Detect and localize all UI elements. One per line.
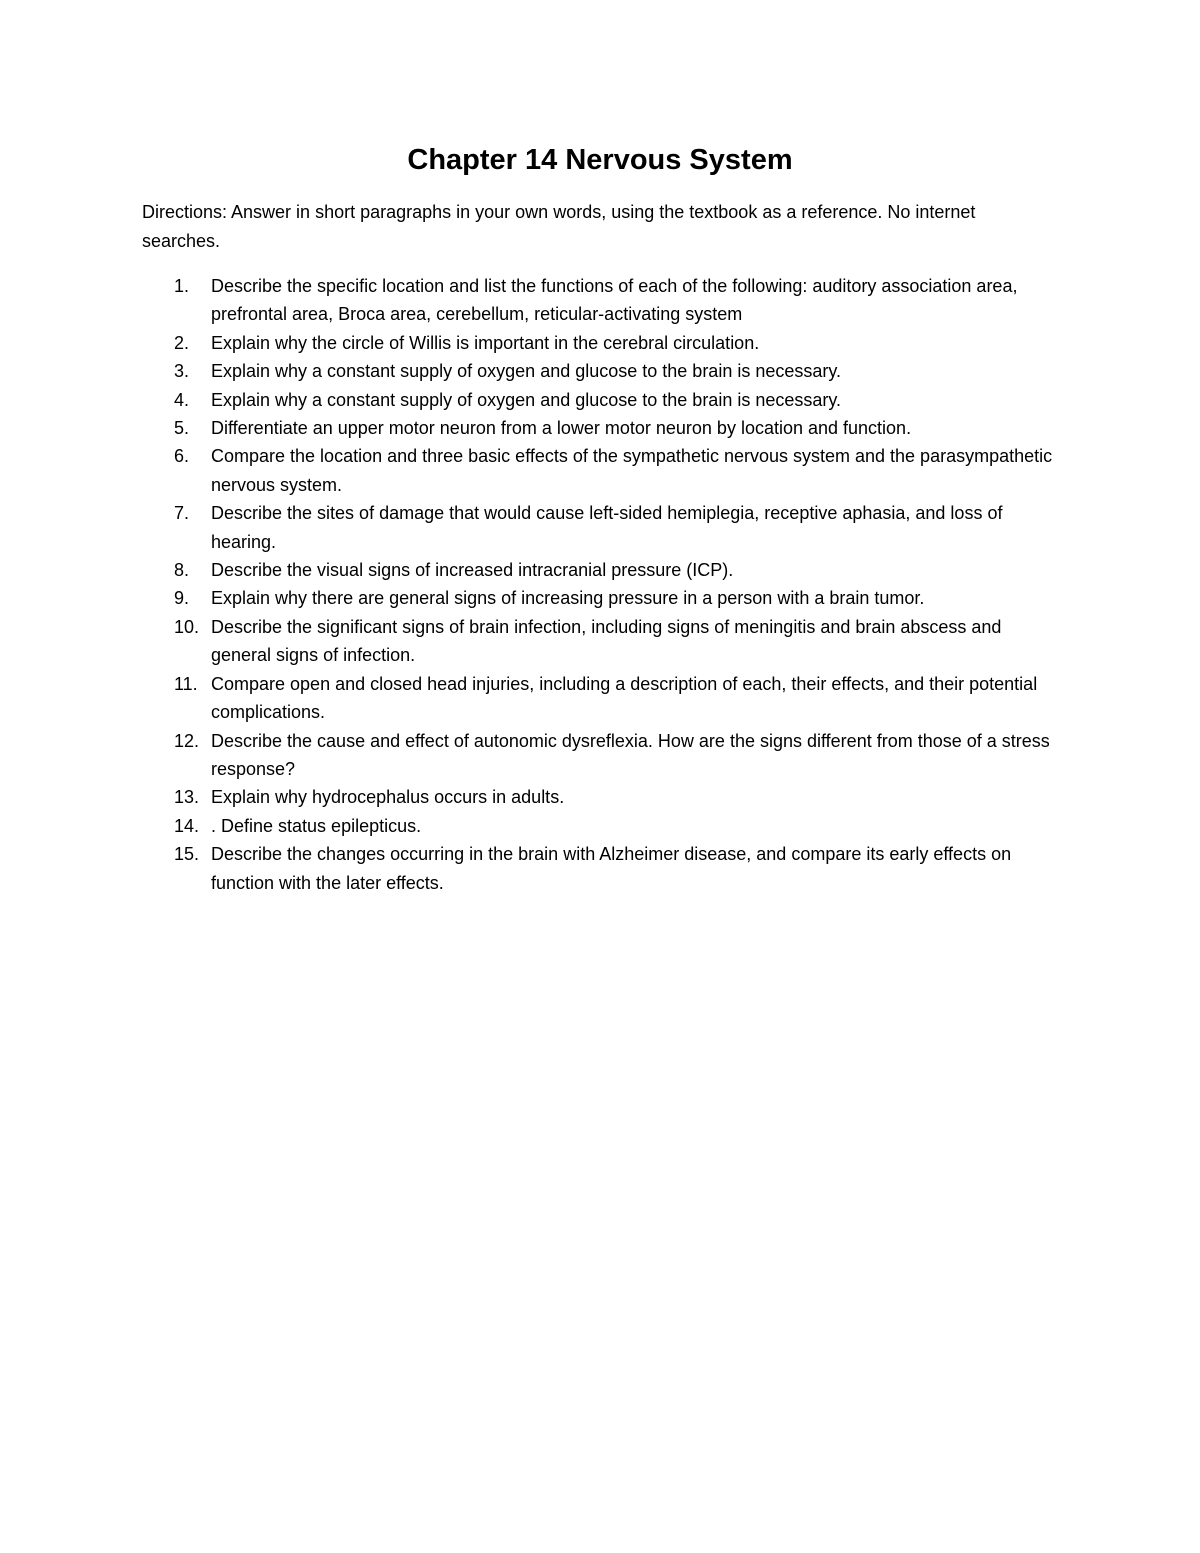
list-item-number: 13. [174,787,200,808]
list-item-number-cell [142,670,211,727]
list-item-number-cell [142,414,211,442]
list-item [142,272,1062,329]
list-item [142,499,1062,556]
list-item [142,584,1062,612]
list-item-text: Compare the location and three basic effects of the sympathetic nervous system and the parasympathetic nervous system. [211,446,1053,495]
list-item-text: Explain why a constant supply of oxygen and glucose to the brain is necessary. [211,389,842,410]
list-item-text: Explain why hydrocephalus occurs in adults. [211,787,565,808]
directions-text: Directions: Answer in short paragraphs in your own words, using the textbook as a reference. No internet searches. [142,202,976,251]
list-item [142,329,1062,357]
list-item-text: Describe the changes occurring in the brain with Alzheimer disease, and compare its early effects on function with the later effects. [211,844,1012,893]
list-item [142,613,1062,670]
list-item-number-cell [142,812,211,840]
question-list [142,272,1062,897]
list-item-number: 15. [174,844,200,865]
list-item [142,414,1062,442]
list-item-number: 7. [174,503,190,524]
list-item [142,670,1062,727]
list-item-number: 6. [174,446,190,467]
list-item [142,442,1062,499]
list-item-number-cell [142,556,211,584]
list-item [142,386,1062,414]
list-item-number: 8. [174,560,190,581]
list-item-number-cell [142,386,211,414]
list-item [142,840,1062,897]
list-item-number-cell [142,357,211,385]
list-item-number: 5. [174,418,190,439]
list-item [142,727,1062,784]
list-item-text: Explain why the circle of Willis is important in the cerebral circulation. [211,332,760,353]
list-item-text: . Define status epilepticus. [211,815,422,836]
list-item-number-cell [142,613,211,670]
list-item-number-cell [142,442,211,499]
list-item-number: 3. [174,361,190,382]
list-item-number: 12. [174,730,200,751]
list-item [142,556,1062,584]
list-item-text: Describe the specific location and list the functions of each of the following: auditory association area, prefrontal area, Broca area, cerebellum, reticular-activating system [211,276,1018,325]
list-item [142,357,1062,385]
list-item-text: Describe the sites of damage that would cause left-sided hemiplegia, receptive aphasia, and loss of hearing. [211,503,1003,552]
list-item-text: Explain why there are general signs of increasing pressure in a person with a brain tumor. [211,588,925,609]
list-item-number: 4. [174,389,190,410]
list-item-text: Explain why a constant supply of oxygen and glucose to the brain is necessary. [211,361,842,382]
list-item [142,783,1062,811]
list-item-text: Describe the visual signs of increased intracranial pressure (ICP). [211,560,734,581]
list-item-text: Differentiate an upper motor neuron from a lower motor neuron by location and function. [211,418,912,439]
list-item-number-cell [142,783,211,811]
list-item-number: 2. [174,332,190,353]
list-item-text: Describe the cause and effect of autonomic dysreflexia. How are the signs different from those of a stress response? [211,730,1050,779]
list-item-number: 14. [174,815,200,836]
list-item-number: 11. [174,673,198,694]
list-item-number-cell [142,727,211,784]
list-item-text: Describe the significant signs of brain infection, including signs of meningitis and brain abscess and general signs of infection. [211,616,1002,666]
list-item-number-cell [142,584,211,612]
list-item-number-cell [142,499,211,556]
page-title: Chapter 14 Nervous System [407,144,793,176]
list-item-number-cell [142,272,211,329]
list-item-number-cell [142,329,211,357]
list-item-number: 1. [174,276,190,296]
list-item-text: Compare open and closed head injuries, including a description of each, their effects, and their potential complications. [211,673,1038,723]
list-item [142,812,1062,840]
list-item-number: 10. [174,616,200,637]
list-item-number: 9. [174,588,190,609]
list-item-number-cell [142,840,211,897]
